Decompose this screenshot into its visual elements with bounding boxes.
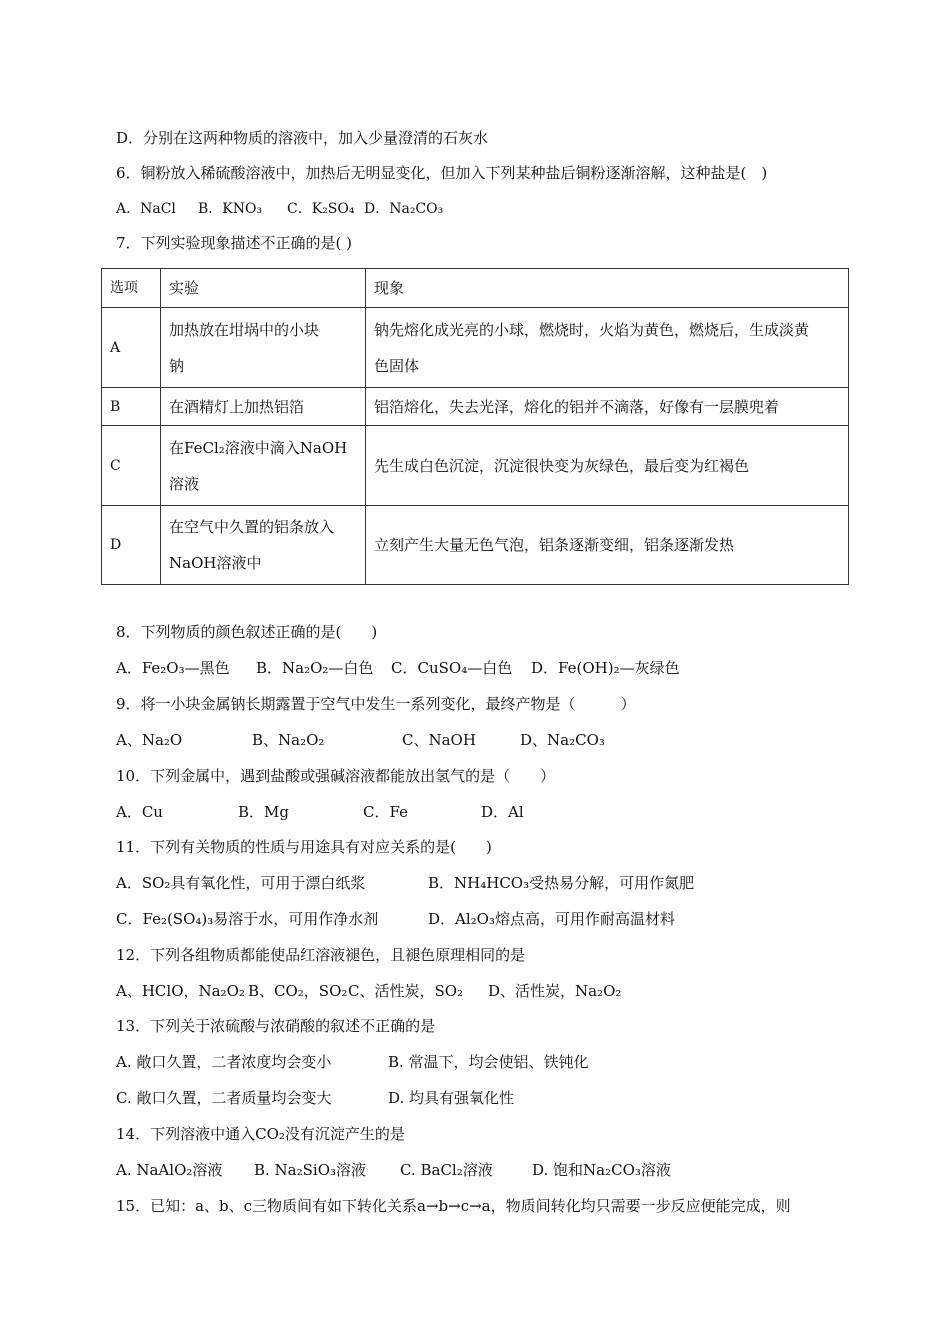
- row-experiment: 加热放在坩埚中的小块 钠: [161, 308, 366, 388]
- row-phenomenon: 钠先熔化成光亮的小球，燃烧时，火焰为黄色，燃烧后，生成淡黄 色固体: [366, 308, 849, 388]
- q12-option-b: B、CO₂，SO₂: [248, 982, 348, 1000]
- q8-stem: 8．下列物质的颜色叙述正确的是( ): [116, 623, 378, 641]
- q14-stem: 14．下列溶液中通入CO₂没有沉淀产生的是: [116, 1125, 405, 1143]
- q11-stem: 11．下列有关物质的性质与用途具有对应关系的是( ): [116, 838, 492, 856]
- q6-option-c: C．K₂SO₄: [287, 201, 355, 217]
- q9-option-b: B、Na₂O₂: [252, 731, 325, 749]
- table-row: [102, 388, 849, 426]
- q13-stem: 13．下列关于浓硫酸与浓硝酸的叙述不正确的是: [116, 1017, 436, 1035]
- q13-options-row2: [116, 1088, 514, 1108]
- q14-options: [116, 1160, 671, 1180]
- q14-option-c: C. BaCl₂溶液: [400, 1161, 493, 1179]
- q13-options-row1: [116, 1052, 589, 1072]
- row-experiment: 在空气中久置的铝条放入 NaOH溶液中: [161, 506, 366, 585]
- q13-option-c: C. 敞口久置，二者质量均会变大: [116, 1089, 332, 1107]
- q9-stem: 9．将一小块金属钠长期露置于空气中发生一系列变化，最终产物是（ ）: [116, 695, 636, 713]
- q6-options: [116, 199, 443, 219]
- q14-option-d: D. 饱和Na₂CO₃溶液: [532, 1161, 671, 1179]
- q8-option-b: B．Na₂O₂—白色: [256, 659, 374, 677]
- q7-table: [101, 268, 849, 585]
- q8-option-c: C．CuSO₄—白色: [391, 659, 513, 677]
- q10-option-d: D．Al: [481, 803, 524, 821]
- row-phenomenon: 立刻产生大量无色气泡，铝条逐渐变细，铝条逐渐发热: [366, 506, 849, 585]
- row-option: B: [102, 388, 161, 426]
- q7-stem: 7．下列实验现象描述不正确的是( ): [116, 234, 353, 252]
- q10-option-a: A．Cu: [116, 803, 163, 821]
- table-row: [102, 506, 849, 585]
- q9-option-c: C、NaOH: [402, 731, 476, 749]
- q11-option-c: C．Fe₂(SO₄)₃易溶于水，可用作净水剂: [116, 910, 379, 928]
- q6-option-d: D．Na₂CO₃: [364, 201, 444, 217]
- header-experiment: 实验: [161, 269, 366, 308]
- q12-options: [116, 981, 621, 1001]
- q9-option-d: D、Na₂CO₃: [520, 731, 605, 749]
- q8-option-a: A．Fe₂O₃—黑色: [116, 659, 230, 677]
- table-row: [102, 426, 849, 506]
- q8-options: [116, 658, 680, 678]
- q10-stem: 10．下列金属中，遇到盐酸或强碱溶液都能放出氢气的是（ ）: [116, 767, 556, 785]
- q6-option-a: A．NaCl: [116, 201, 176, 217]
- q12-stem: 12．下列各组物质都能使品红溶液褪色，且褪色原理相同的是: [116, 946, 526, 964]
- q9-options: [116, 730, 605, 750]
- q10-option-c: C．Fe: [363, 803, 408, 821]
- q11-options-row1: [116, 873, 694, 893]
- q14-option-a: A. NaAlO₂溶液: [116, 1161, 223, 1179]
- q10-option-b: B．Mg: [238, 803, 289, 821]
- q13-option-d: D. 均具有强氧化性: [388, 1089, 515, 1107]
- q14-option-b: B. Na₂SiO₃溶液: [254, 1161, 367, 1179]
- q6-option-b: B．KNO₃: [198, 201, 263, 217]
- row-phenomenon: 先生成白色沉淀，沉淀很快变为灰绿色，最后变为红褐色: [366, 426, 849, 506]
- q8-option-d: D．Fe(OH)₂—灰绿色: [531, 659, 680, 677]
- header-option: 选项: [102, 269, 161, 308]
- q11-option-d: D．Al₂O₃熔点高，可用作耐高温材料: [428, 910, 675, 928]
- row-option: A: [102, 308, 161, 388]
- q12-option-c: C、活性炭，SO₂: [348, 982, 464, 1000]
- q13-option-b: B. 常温下，均会使铝、铁钝化: [388, 1053, 589, 1071]
- row-experiment: 在酒精灯上加热铝箔: [161, 388, 366, 426]
- row-option: C: [102, 426, 161, 506]
- q12-option-d: D、活性炭，Na₂O₂: [488, 982, 622, 1000]
- q10-options: [116, 802, 524, 822]
- q11-option-a: A．SO₂具有氧化性，可用于漂白纸浆: [116, 874, 366, 892]
- row-experiment: 在FeCl₂溶液中滴入NaOH 溶液: [161, 426, 366, 506]
- q12-option-a: A、HClO，Na₂O₂: [116, 982, 245, 1000]
- q6-stem: 6．铜粉放入稀硫酸溶液中，加热后无明显变化，但加入下列某种盐后铜粉逐渐溶解，这种盐是( ): [116, 164, 768, 182]
- q15-stem: 15．已知：a、b、c三物质间有如下转化关系a→b→c→a，物质间转化均只需要一步反应便能完成，则: [116, 1197, 791, 1215]
- row-option: D: [102, 506, 161, 585]
- q11-option-b: B．NH₄HCO₃受热易分解，可用作氮肥: [428, 874, 695, 892]
- q13-option-a: A. 敞口久置，二者浓度均会变小: [116, 1053, 332, 1071]
- q5-option-d: D．分别在这两种物质的溶液中，加入少量澄清的石灰水: [116, 129, 489, 147]
- q9-option-a: A、Na₂O: [116, 731, 183, 749]
- table-row: [102, 308, 849, 388]
- header-phenomenon: 现象: [366, 269, 849, 308]
- q11-options-row2: [116, 909, 675, 929]
- row-phenomenon: 铝箔熔化，失去光泽，熔化的铝并不滴落，好像有一层膜兜着: [366, 388, 849, 426]
- table-header-row: [102, 269, 849, 308]
